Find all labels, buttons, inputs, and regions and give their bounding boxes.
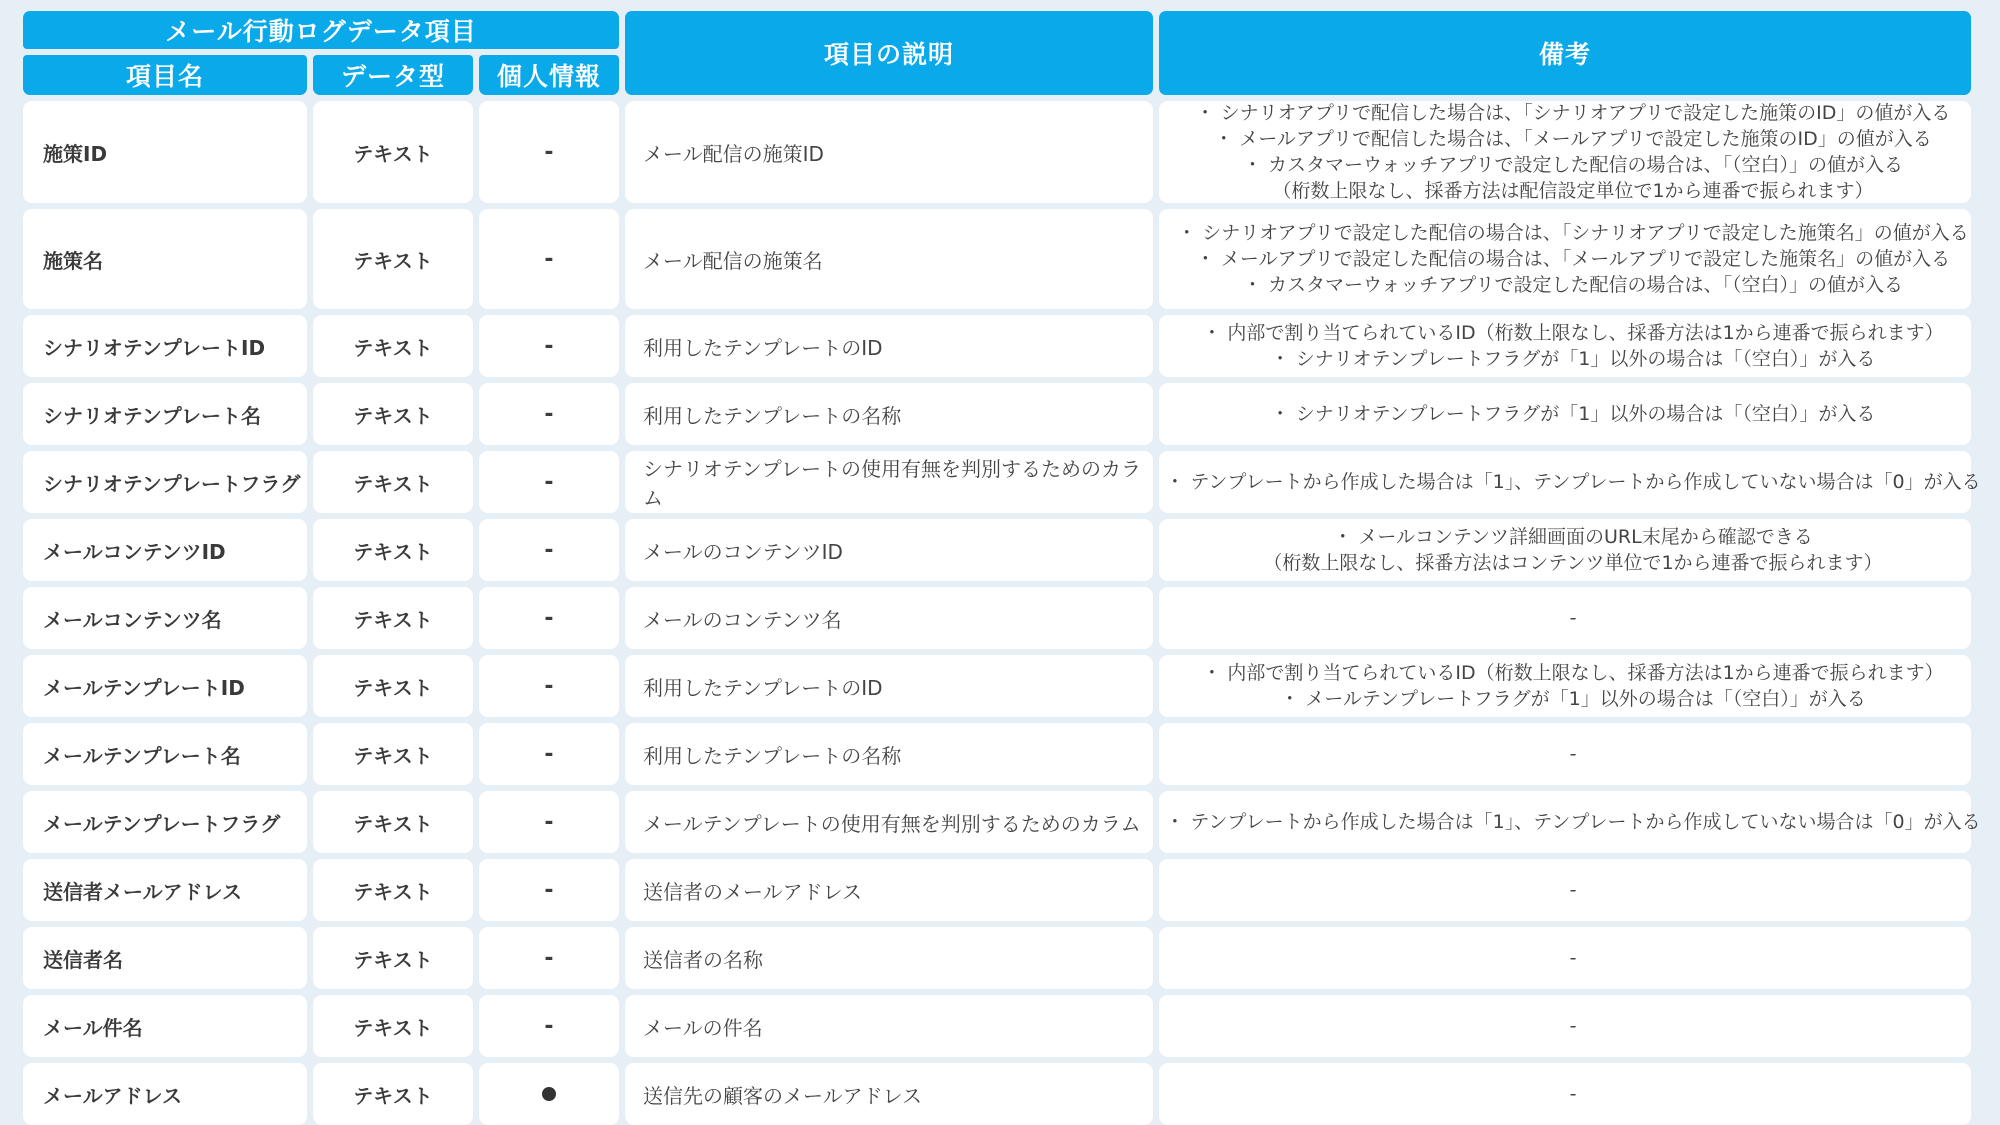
data-type-cell: テキスト [313, 655, 473, 717]
personal-info-cell: - [479, 927, 619, 989]
item-name-cell: メールテンプレート名 [23, 723, 307, 785]
data-type-cell: テキスト [313, 791, 473, 853]
group-title-header: メール行動ログデータ項目 [23, 11, 619, 49]
note-line: ・ メールコンテンツ詳細画面のURL末尾から確認できる [1333, 526, 1813, 548]
notes-cell [1159, 587, 1971, 649]
description-cell: メール配信の施策ID [625, 101, 1153, 203]
personal-info-cell [479, 1063, 619, 1125]
description-cell: 利用したテンプレートの名称 [625, 723, 1153, 785]
notes-cell [1159, 101, 1971, 203]
description-cell: シナリオテンプレートの使用有無を判別するためのカラム [625, 451, 1153, 513]
note-line: ・ メールテンプレートフラグが「1」以外の場合は「（空白）」が入る [1280, 688, 1866, 710]
note-line: - [1569, 1083, 1577, 1105]
description-cell: 利用したテンプレートのID [625, 315, 1153, 377]
item-name-cell: メールテンプレートフラグ [23, 791, 307, 853]
note-line: - [1569, 743, 1577, 765]
description-cell: メールのコンテンツID [625, 519, 1153, 581]
note-line: （桁数上限なし、採番方法は配信設定単位で1から連番で振られます） [1272, 180, 1874, 202]
item-name-cell: 送信者名 [23, 927, 307, 989]
notes-cell [1159, 859, 1971, 921]
notes-cell [1159, 451, 1981, 513]
description-cell: 送信者の名称 [625, 927, 1153, 989]
notes-cell [1159, 209, 1971, 309]
notes-cell [1159, 383, 1971, 445]
item-name-cell: 施策名 [23, 209, 307, 309]
note-line: - [1569, 607, 1577, 629]
note-line: ・ テンプレートから作成した場合は「1」、テンプレートから作成していない場合は「0」が入る [1165, 471, 1981, 493]
notes-cell [1159, 927, 1971, 989]
description-cell: メールの件名 [625, 995, 1153, 1057]
personal-info-cell: - [479, 209, 619, 309]
personal-info-dot-icon [542, 1087, 556, 1101]
note-line: ・ シナリオアプリで配信した場合は、「シナリオアプリで設定した施策のID」の値が入る [1195, 102, 1951, 124]
notes-cell [1159, 655, 1971, 717]
note-line: ・ シナリオアプリで設定した配信の場合は、「シナリオアプリで設定した施策名」の値が入る [1177, 222, 1969, 244]
note-line: ・ シナリオテンプレートフラグが「1」以外の場合は「（空白）」が入る [1270, 403, 1876, 425]
data-type-cell: テキスト [313, 315, 473, 377]
data-item-table [23, 11, 1981, 1125]
data-type-cell: テキスト [313, 723, 473, 785]
column-header-name: 項目名 [23, 55, 307, 95]
notes-cell [1159, 315, 1971, 377]
note-line: - [1569, 1015, 1577, 1037]
personal-info-cell: - [479, 451, 619, 513]
data-type-cell: テキスト [313, 927, 473, 989]
description-cell: 利用したテンプレートの名称 [625, 383, 1153, 445]
item-name-cell: 施策ID [23, 101, 307, 203]
note-line: ・ シナリオテンプレートフラグが「1」以外の場合は「（空白）」が入る [1270, 348, 1876, 370]
description-cell: 送信先の顧客のメールアドレス [625, 1063, 1153, 1125]
note-line: ・ メールアプリで配信した場合は、「メールアプリで設定した施策のID」の値が入る [1214, 128, 1932, 150]
personal-info-cell: - [479, 587, 619, 649]
personal-info-cell: - [479, 791, 619, 853]
personal-info-cell: - [479, 315, 619, 377]
description-cell: メールテンプレートの使用有無を判別するためのカラム [625, 791, 1153, 853]
column-header-personal-info: 個人情報 [479, 55, 619, 95]
description-cell: メール配信の施策名 [625, 209, 1153, 309]
item-name-cell: メールテンプレートID [23, 655, 307, 717]
notes-cell [1159, 791, 1981, 853]
notes-cell [1159, 519, 1971, 581]
personal-info-cell: - [479, 859, 619, 921]
column-header-description: 項目の説明 [625, 11, 1153, 95]
personal-info-cell: - [479, 723, 619, 785]
item-name-cell: シナリオテンプレートフラグ [23, 451, 307, 513]
data-type-cell: テキスト [313, 101, 473, 203]
description-cell: 送信者のメールアドレス [625, 859, 1153, 921]
note-line: ・ 内部で割り当てられているID（桁数上限なし、採番方法は1から連番で振られます） [1202, 322, 1944, 344]
note-line: （桁数上限なし、採番方法はコンテンツ単位で1から連番で振られます） [1263, 552, 1883, 574]
note-line: ・ メールアプリで設定した配信の場合は、「メールアプリで設定した施策名」の値が入る [1195, 248, 1951, 270]
notes-cell [1159, 1063, 1971, 1125]
personal-info-cell: - [479, 995, 619, 1057]
note-line: - [1569, 947, 1577, 969]
item-name-cell: シナリオテンプレートID [23, 315, 307, 377]
data-type-cell: テキスト [313, 519, 473, 581]
note-line: ・ カスタマーウォッチアプリで設定した配信の場合は、「（空白）」の値が入る [1242, 154, 1904, 176]
note-line: ・ 内部で割り当てられているID（桁数上限なし、採番方法は1から連番で振られます） [1202, 662, 1944, 684]
data-type-cell: テキスト [313, 859, 473, 921]
data-type-cell: テキスト [313, 995, 473, 1057]
item-name-cell: メールコンテンツID [23, 519, 307, 581]
data-type-cell: テキスト [313, 1063, 473, 1125]
item-name-cell: メール件名 [23, 995, 307, 1057]
data-type-cell: テキスト [313, 587, 473, 649]
data-type-cell: テキスト [313, 383, 473, 445]
description-cell: メールのコンテンツ名 [625, 587, 1153, 649]
personal-info-cell: - [479, 655, 619, 717]
note-line: - [1569, 879, 1577, 901]
note-line: ・ カスタマーウォッチアプリで設定した配信の場合は、「（空白）」の値が入る [1242, 274, 1904, 296]
item-name-cell: メールコンテンツ名 [23, 587, 307, 649]
item-name-cell: メールアドレス [23, 1063, 307, 1125]
note-line: ・ テンプレートから作成した場合は「1」、テンプレートから作成していない場合は「0」が入る [1165, 811, 1981, 833]
data-type-cell: テキスト [313, 451, 473, 513]
description-cell: 利用したテンプレートのID [625, 655, 1153, 717]
column-header-notes: 備考 [1159, 11, 1971, 95]
personal-info-cell: - [479, 519, 619, 581]
item-name-cell: シナリオテンプレート名 [23, 383, 307, 445]
notes-cell [1159, 723, 1971, 785]
personal-info-cell: - [479, 383, 619, 445]
data-type-cell: テキスト [313, 209, 473, 309]
notes-cell [1159, 995, 1971, 1057]
column-header-type: データ型 [313, 55, 473, 95]
personal-info-cell: - [479, 101, 619, 203]
item-name-cell: 送信者メールアドレス [23, 859, 307, 921]
